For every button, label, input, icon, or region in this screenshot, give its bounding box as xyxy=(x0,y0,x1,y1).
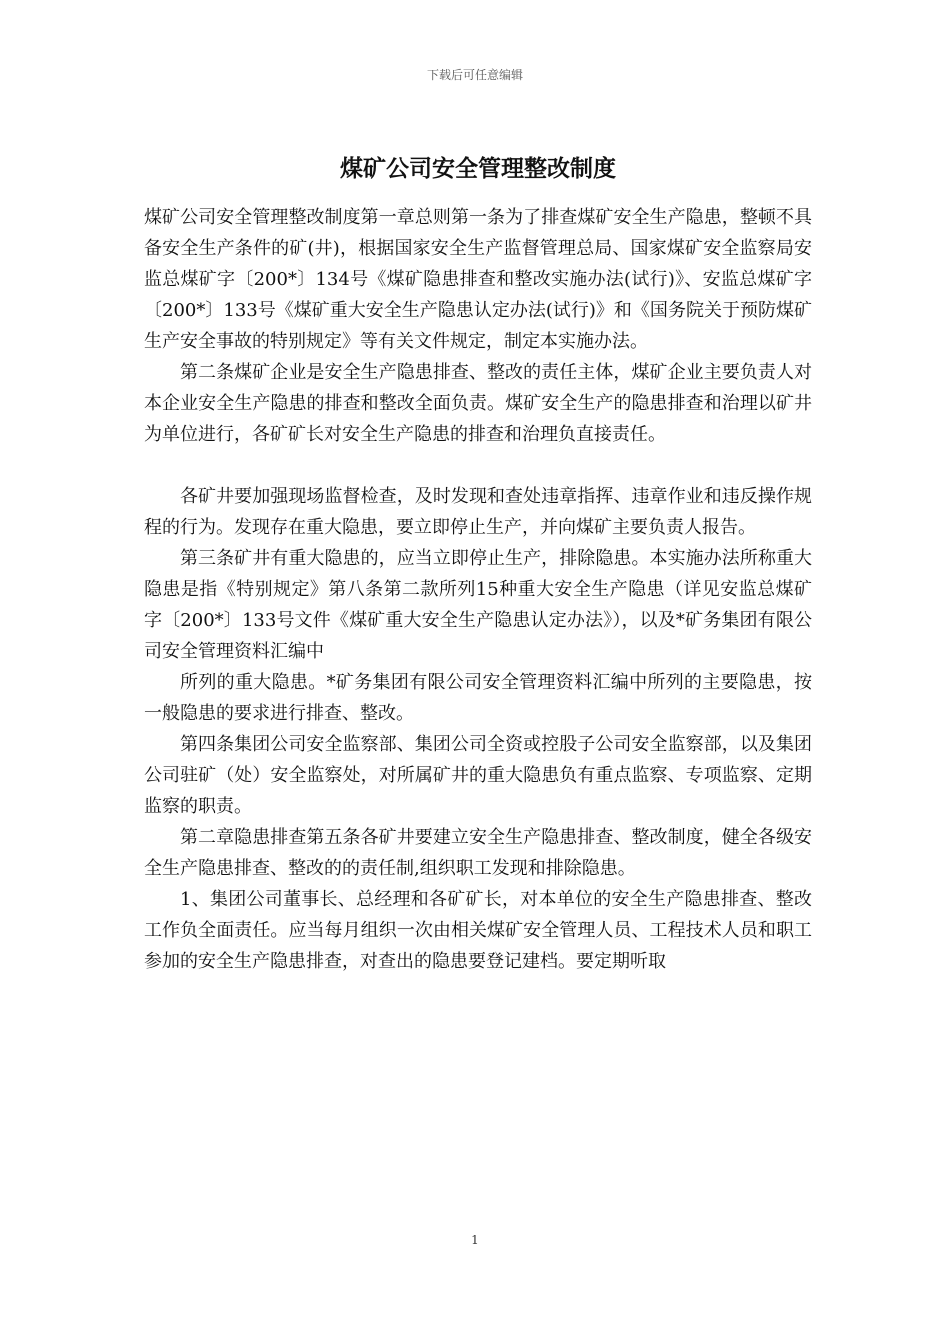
paragraph-article-four: 第四条集团公司安全监察部、集团公司全资或控股子公司安全监察部，以及集团公司驻矿（处）安全监察处，对所属矿井的重大隐患负有重点监察、专项监察、定期监察的职责。 xyxy=(144,734,812,817)
document-title: 煤矿公司安全管理整改制度 xyxy=(340,156,616,182)
paragraph-item-one: 1、集团公司董事长、总经理和各矿矿长，对本单位的安全生产隐患排查、整改工作负全面责任。应当每月组织一次由相关煤矿安全管理人员、工程技术人员和职工参加的安全生产隐患排查，对查出的隐患要登记建档。要定期听取 xyxy=(144,889,812,972)
page-header: 下载后可任意编辑 xyxy=(426,68,523,82)
paragraph-chapter-two-article-five: 第二章隐患排查第五条各矿井要建立安全生产隐患排查、整改制度，健全各级安全生产隐患排查、整改的的责任制,组织职工发现和排除隐患。 xyxy=(144,827,812,879)
paragraph-chapter-one-article-one: 煤矿公司安全管理整改制度第一章总则第一条为了排查煤矿安全生产隐患，整顿不具备安全生产条件的矿(井)，根据国家安全生产监督管理总局、国家煤矿安全监察局安监总煤矿字〔200*〕134号《煤矿隐患排查和整改实施办法(试行)》、安监总煤矿字〔200*〕133号《煤矿重大安全生产隐患认定办法(试行)》和《国务院关于预防煤矿生产安全事故的特别规定》等有关文件规定，制定本实施办法。 xyxy=(144,207,812,352)
paragraph-major-hazards-listed: 所列的重大隐患。*矿务集团有限公司安全管理资料汇编中所列的主要隐患，按一般隐患的要求进行排查、整改。 xyxy=(144,672,812,724)
document-body xyxy=(144,150,812,977)
paragraph-site-inspection: 各矿井要加强现场监督检查，及时发现和查处违章指挥、违章作业和违反操作规程的行为。发现存在重大隐患，要立即停止生产，并向煤矿主要负责人报告。 xyxy=(144,486,812,538)
paragraph-article-three: 第三条矿井有重大隐患的，应当立即停止生产，排除隐患。本实施办法所称重大隐患是指《特别规定》第八条第二款所列15种重大安全生产隐患（详见安监总煤矿字〔200*〕133号文件《煤矿重大安全生产隐患认定办法》），以及*矿务集团有限公司安全管理资料汇编中 xyxy=(144,548,812,662)
page-number: 1 xyxy=(471,1233,479,1247)
paragraph-article-two: 第二条煤矿企业是安全生产隐患排查、整改的责任主体，煤矿企业主要负责人对本企业安全生产隐患的排查和整改全面负责。煤矿安全生产的隐患排查和治理以矿井为单位进行，各矿矿长对安全生产隐患的排查和治理负直接责任。 xyxy=(144,362,812,445)
